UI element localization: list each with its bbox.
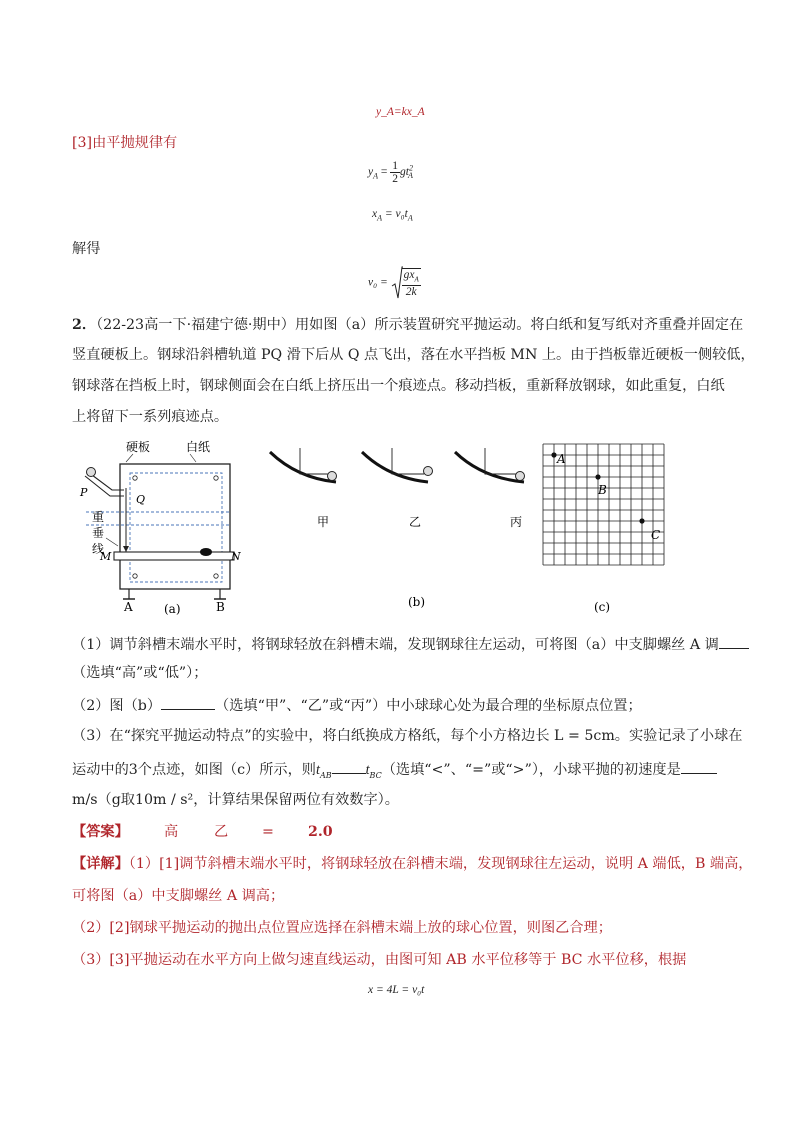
grid-point-b: B — [598, 483, 607, 497]
svg-text:(b): (b) — [408, 595, 426, 609]
subquestion-3-line-3: m/s（g取10m / s²，计算结果保留两位有效数字）。 — [72, 792, 399, 808]
detail-line-3: （2）[2]钢球平抛运动的抛出点位置应选择在斜槽末端上放的球心位置，则图乙合理； — [72, 920, 612, 936]
detail-line-2: 可将图（a）中支脚螺丝 A 调高； — [72, 888, 285, 904]
subquestion-3-line-2: 运动中的3个点迹，如图（c）所示，则$t_{AB}$ $t_{BC}$（选填“<”、“=”或“>”），小球平抛的初速度是 — [72, 761, 717, 783]
question-2-line-3: 钢球落在挡板上时，钢球侧面会在白纸上挤压出一个痕迹点。移动挡板，重新释放钢球，如此重复，白纸 — [72, 378, 725, 394]
svg-text:(a): (a) — [164, 602, 181, 616]
equation-x-4l: x = 4L = v₀t — [368, 984, 425, 996]
subquestion-1-line-2: （选填“高”或“低”）； — [72, 665, 208, 681]
svg-text:N: N — [231, 550, 241, 563]
answer-line: 【答案】 高 乙 = 2.0 — [72, 824, 333, 840]
svg-text:丙: 丙 — [510, 515, 523, 529]
question-2-line-2: 竖直硬板上。钢球沿斜槽轨道 PQ 滑下后从 Q 点飞出，落在水平挡板 MN 上。由于挡板靠近硬板一侧较低， — [72, 347, 755, 363]
label-hard-board: 硬板 — [126, 440, 151, 454]
question-2-line-4: 上将留下一系列痕迹点。 — [72, 409, 229, 425]
question-2-line-1: 2．（22-23高一下·福建宁德·期中）用如图（a）所示装置研究平抛运动。将白纸和复写纸对齐重叠并固定在 — [72, 317, 744, 333]
detail-line-4: （3）[3]平抛运动在水平方向上做匀速直线运动，由图可知 AB 水平位移等于 BC 水平位移，根据 — [72, 952, 687, 968]
svg-text:线: 线 — [92, 542, 105, 556]
svg-text:M: M — [100, 550, 112, 563]
svg-text:(c): (c) — [594, 600, 611, 614]
grid-point-c: C — [651, 528, 661, 542]
grid-point-a: A — [557, 452, 566, 466]
q2-answer-blank[interactable] — [161, 697, 215, 710]
q3-compare-blank[interactable] — [332, 761, 366, 774]
hard-board — [120, 464, 230, 589]
equation-ya-free-fall: $y_A$ = $\frac{1}{2}$ $gt^2_A$ — [368, 160, 413, 185]
equation-ya-kxa: y_A=kx_A — [376, 106, 425, 118]
svg-text:A: A — [124, 600, 133, 614]
ball-on-baffle — [200, 548, 212, 556]
figure-c-grid — [538, 441, 672, 616]
steel-ball-top — [87, 468, 96, 477]
svg-text:P: P — [80, 486, 88, 499]
step3-intro: [3]由平抛规律有 — [72, 135, 178, 151]
q1-answer-blank[interactable] — [719, 636, 749, 649]
subquestion-3-line-1: （3）在“探究平抛运动特点”的实验中，将白纸换成方格纸，每个小方格边长 L = 5cm。实验记录了小球在 — [72, 728, 743, 744]
svg-text:Q: Q — [136, 493, 146, 506]
figure-b-item-yi — [362, 448, 433, 529]
q3-velocity-blank[interactable] — [681, 761, 717, 774]
figure-b-item-jia — [270, 448, 337, 529]
svg-text:B: B — [216, 600, 225, 614]
solve-label: 解得 — [72, 241, 101, 257]
svg-text:甲: 甲 — [317, 515, 330, 529]
subquestion-1-line-1: （1）调节斜槽末端水平时，将钢球轻放在斜槽末端，发现钢球往左运动，可将图（a）中支脚螺丝 A 调 — [72, 636, 749, 652]
svg-text:重: 重 — [92, 510, 105, 524]
figure-a-apparatus — [78, 436, 241, 616]
label-white-paper: 白纸 — [186, 440, 211, 454]
figure-b-launch-points — [262, 446, 552, 611]
svg-text:垂: 垂 — [92, 526, 105, 540]
detail-line-1: 【详解】（1）[1]调节斜槽末端水平时，将钢球轻放在斜槽末端，发现钢球往左运动，说明 A 端低，B 端高， — [72, 856, 753, 872]
white-paper-outline — [130, 473, 222, 582]
figure-b-item-bing — [455, 448, 525, 529]
svg-text:乙: 乙 — [409, 515, 422, 529]
baffle-mn — [114, 552, 234, 560]
subquestion-2: （2）图（b） （选填“甲”、“乙”或“丙”）中小球球心处为最合理的坐标原点位置； — [72, 698, 642, 714]
equation-v0: v₀ = $\frac{gx_A}{2k}$ — [368, 266, 421, 300]
equation-xa: $x_A = v_0t_A$ — [372, 208, 413, 223]
